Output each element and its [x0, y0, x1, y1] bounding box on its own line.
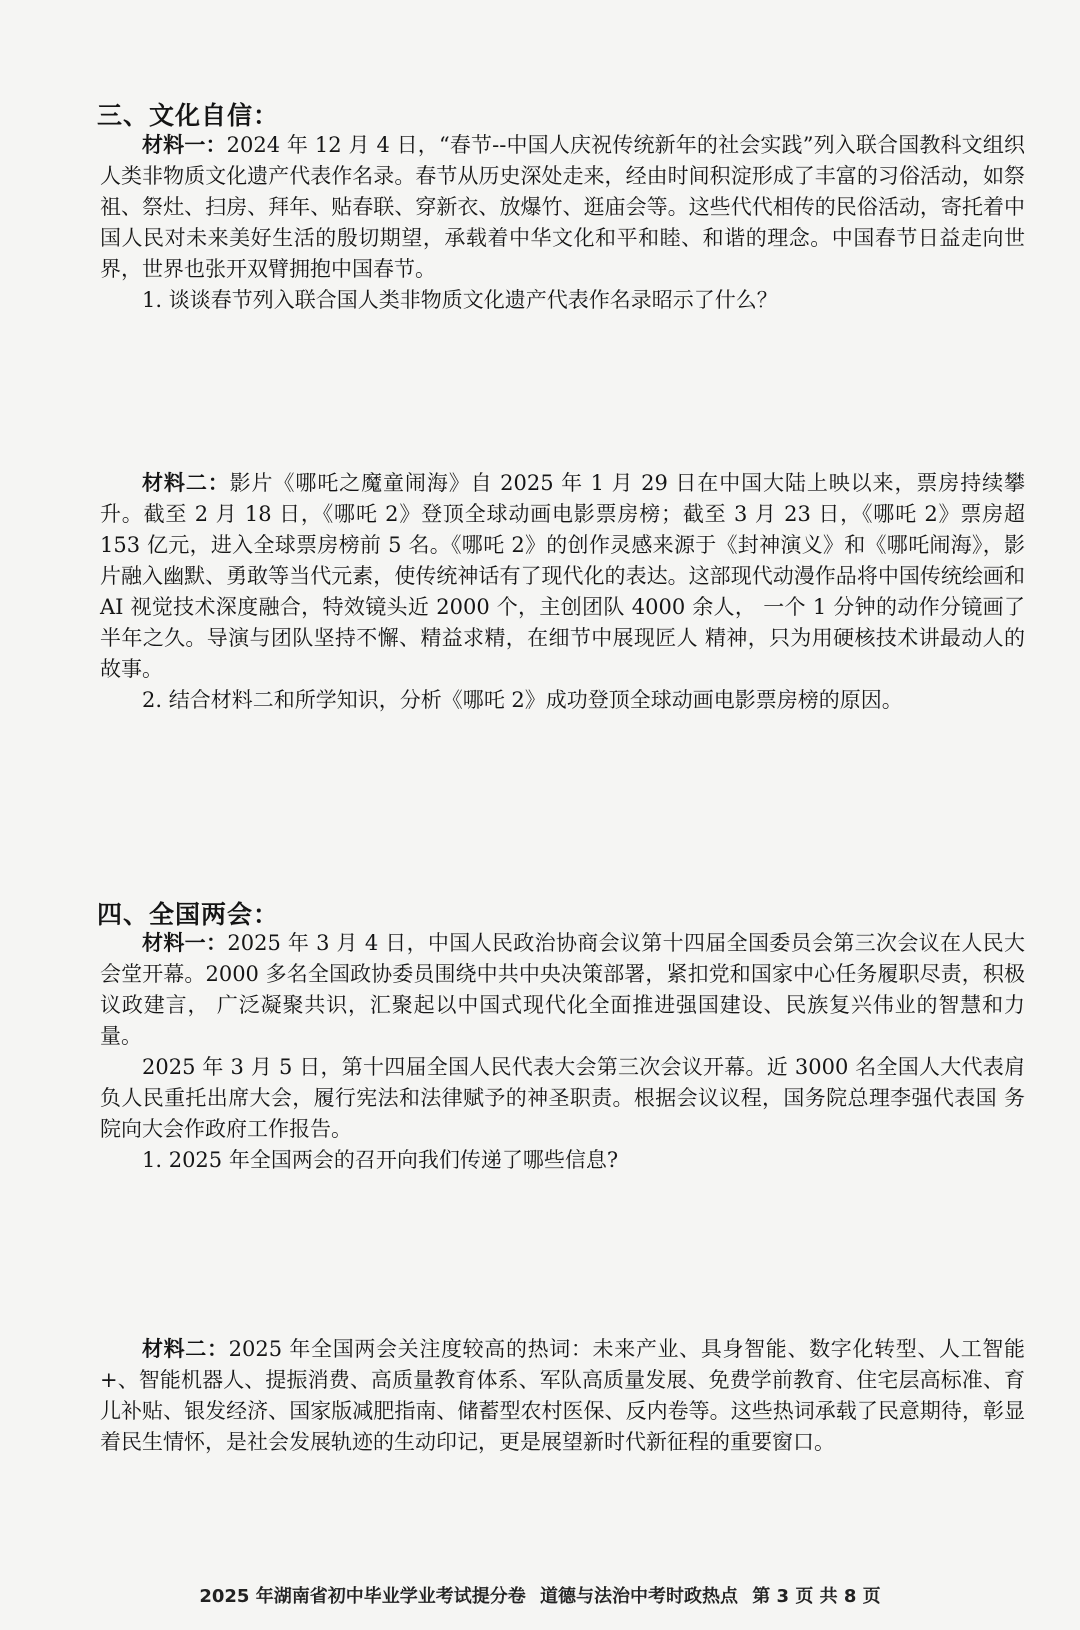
material-text: 2024 年 12 月 4 日，“春节--中国人庆祝传统新年的社会实践”列入联合国教科文组织人类非物质文化遗产代表作名录。春节从历史深处走来，经由时间积淀形成了丰富的习俗活动，如祭祖、祭灶、扫房、拜年、贴春联、穿新衣、放爆竹、逛庙会等。这些代代相传的民俗活动，寄托着中国人民对未来美好生活的殷切期望，承载着中华文化和平和睦、和谐的理念。中国春节日益走向世界，世界也张开双臂拥抱中国春节。	[100, 133, 1025, 281]
material-one-culture	[100, 130, 1025, 285]
footer-subject: 道德与法治中考时政热点	[539, 1586, 738, 1607]
material-label: 材料二：	[142, 471, 230, 495]
page-footer	[0, 1582, 1080, 1608]
material-label: 材料二：	[142, 1337, 229, 1361]
footer-exam-title: 2025 年湖南省初中毕业学业考试提分卷	[199, 1586, 526, 1607]
section-title-two-sessions: 四、全国两会：	[97, 900, 280, 929]
question-culture-2: 2. 结合材料二和所学知识，分析《哪吒 2》成功登顶全球动画电影票房榜的原因。	[142, 688, 903, 712]
material-two-culture	[100, 468, 1025, 685]
material-one-two-sessions-continued: 2025 年 3 月 5 日，第十四届全国人民代表大会第三次会议开幕。近 3000 名全国人大代表肩负人民重托出席大会，履行宪法和法律赋予的神圣职责。根据会议议程，国务院总理李强代表国 务院向大会作政府工作报告。	[100, 1055, 1025, 1141]
material-label: 材料一：	[142, 133, 227, 157]
material-one-two-sessions	[100, 928, 1025, 1052]
material-text: 2025 年全国两会关注度较高的热词：未来产业、具身智能、数字化转型、人工智能+、智能机器人、提振消费、高质量教育体系、军队高质量发展、免费学前教育、住宅层高标准、育儿补贴、银发经济、国家版减肥指南、储蓄型农村医保、反内卷等。这些热词承载了民意期待，彰显着民生情怀，是社会发展轨迹的生动印记，更是展望新时代新征程的重要窗口。	[100, 1337, 1025, 1454]
material-text: 2025 年 3 月 4 日，中国人民政治协商会议第十四届全国委员会第三次会议在人民大会堂开幕。2000 多名全国政协委员围绕中共中央决策部署，紧扣党和国家中心任务履职尽责，积极议政建言， 广泛凝聚共识，汇聚起以中国式现代化全面推进强国建设、民族复兴伟业的智慧和力量。	[100, 931, 1026, 1048]
material-label: 材料一：	[142, 931, 228, 955]
question-culture-1: 1. 谈谈春节列入联合国人类非物质文化遗产代表作名录昭示了什么？	[142, 288, 778, 312]
material-two-two-sessions	[100, 1334, 1025, 1458]
question-two-sessions-1: 1. 2025 年全国两会的召开向我们传递了哪些信息?	[142, 1148, 619, 1172]
material-text: 影片《哪吒之魔童闹海》自 2025 年 1 月 29 日在中国大陆上映以来，票房持续攀升。截至 2 月 18 日，《哪吒 2》登顶全球动画电影票房榜；截至 3 月 23 日，《哪吒 2》票房超 153 亿元，进入全球票房榜前 5 名。《哪吒 2》的创作灵感来源于《封神演义》和《哪吒闹海》，影片融入幽默、勇敢等当代元素，使传统神话有了现代化的表达。这部现代动漫作品将中国传统绘画和 AI 视觉技术深度融合，特效镜头近 2000 个，主创团队 4000 余人， 一个 1 分钟的动作分镜画了半年之久。导演与团队坚持不懈、精益求精，在细节中展现匠人 精神，只为用硬核技术讲最动人的故事。	[100, 471, 1026, 681]
footer-page-number: 第 3 页 共 8 页	[752, 1586, 881, 1607]
section-title-culture: 三、文化自信：	[97, 101, 280, 130]
